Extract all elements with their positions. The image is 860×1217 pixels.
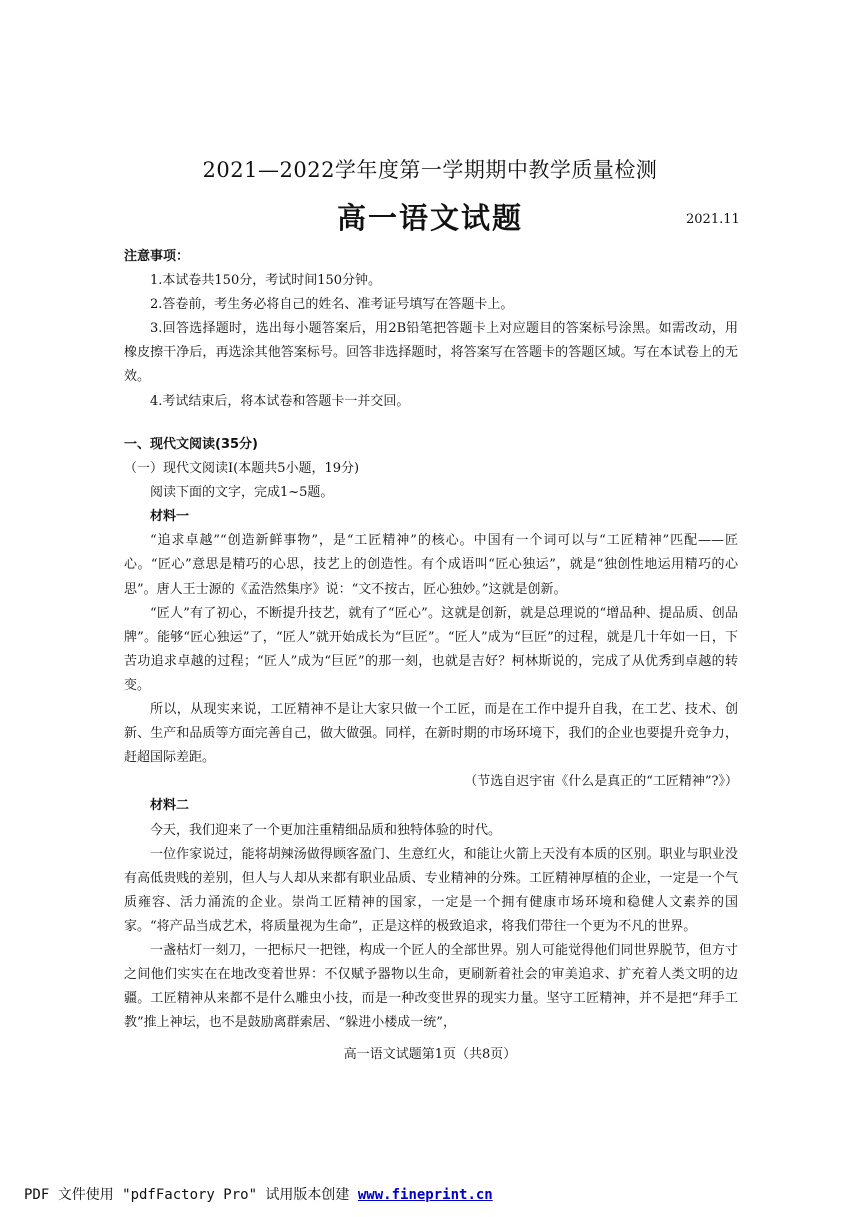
material1-heading: 材料一 xyxy=(150,509,190,525)
sub-section-heading: （一）现代文阅读Ⅰ(本题共5小题，19分) xyxy=(124,461,360,477)
material2-paragraph: 一盏枯灯一刻刀，一把标尺一把锉，构成一个匠人的全部世界。别人可能觉得他们同世界脱节，但方寸之间他们实实在在地改变着世界：不仅赋予器物以生命，更刷新着社会的审美追求、扩充着人类文明的边疆。工匠精神从来都不是什么雕虫小技，而是一种改变世界的现实力量。坚守工匠精神，并不是把“拜手工教”推上神坛，也不是鼓励离群索居、“躲进小楼成一统”， xyxy=(124,942,738,1031)
footer-link[interactable]: www.fineprint.cn xyxy=(357,1187,493,1203)
page-number: 高一语文试题第1页（共8页） xyxy=(343,1047,517,1062)
material2-paragraph: 今天，我们迎来了一个更加注重精细品质和独特体验的时代。 xyxy=(150,822,502,838)
material1-paragraph: “匠人”有了初心，不断提升技艺，就有了“匠心”。这就是创新，就是总理说的“增品种、提品质、创品牌”。能够“匠心独运”了，“匠人”就开始成长为“巨匠”。“匠人”成为“巨匠”的过程，就是几十年如一日，下苦功追求卓越的过程；“匠人”成为“巨匠”的那一刻，也就是吉好？柯林斯说的，完成了从优秀到卓越的转变。 xyxy=(124,605,738,693)
material1-paragraph: 所以，从现实来说，工匠精神不是让大家只做一个工匠，而是在工作中提升自我，在工艺、技术、创新、生产和品质等方面完善自己，做大做强。同样，在新时期的市场环境下，我们的企业也要提升竞争力，赶超国际差距。 xyxy=(124,702,738,766)
notes-block xyxy=(124,245,738,414)
paper-date: 2021.11 xyxy=(686,212,740,227)
footer-text: PDF 文件使用 "pdfFactory Pro" 试用版本创建 xyxy=(24,1187,358,1203)
reading-instruction: 阅读下面的文字，完成1~5题。 xyxy=(150,485,334,501)
reading-section xyxy=(124,433,738,1035)
note-item: 2.答卷前，考生务必将自己的姓名、准考证号填写在答题卡上。 xyxy=(150,297,514,313)
note-item: 3.回答选择题时，选出每小题答案后，用2B铅笔把答题卡上对应题目的答案标号涂黑。如需改动，用橡皮擦干净后，再选涂其他答案标号。回答非选择题时，将答案写在答题卡的答题区域。写在本试卷上的无效。 xyxy=(124,321,738,385)
material2-heading: 材料二 xyxy=(150,798,190,814)
notes-heading: 注意事项： xyxy=(124,249,190,264)
material1-source: （节选自迟宇宙《什么是真正的“工匠精神”?》） xyxy=(464,774,738,790)
material2-paragraph: 一位作家说过，能将胡辣汤做得顾客盈门、生意红火，和能让火箭上天没有本质的区别。职业与职业没有高低贵贱的差别，但人与人却从来都有职业品质、专业精神的分殊。工匠精神厚植的企业，一定是一个气质雍容、活力涌流的企业。崇尚工匠精神的国家，一定是一个拥有健康市场环境和稳健人文素养的国家。“将产品当成艺术，将质量视为生命”，正是这样的极致追求，将我们带往一个更为不凡的世界。 xyxy=(124,846,738,934)
note-item: 4.考试结束后，将本试卷和答题卡一并交回。 xyxy=(150,393,410,409)
paper-title: 高一语文试题 xyxy=(336,201,523,235)
material1-paragraph: “追求卓越”“创造新鲜事物”，是“工匠精神”的核心。中国有一个词可以与“工匠精神”匹配——匠心。“匠心”意思是精巧的心思，技艺上的创造性。有个成语叫“匠心独运”，就是“独创性地运用精巧的心思”。唐人王士源的《孟浩然集序》说：“文不按古，匠心独妙。”这就是创新。 xyxy=(124,533,738,597)
section-heading: 一、现代文阅读(35分) xyxy=(124,437,258,452)
note-item: 1.本试卷共150分，考试时间150分钟。 xyxy=(150,273,382,289)
pdf-footer xyxy=(24,1184,493,1204)
exam-title: 2021—2022学年度第一学期期中教学质量检测 xyxy=(202,158,658,182)
